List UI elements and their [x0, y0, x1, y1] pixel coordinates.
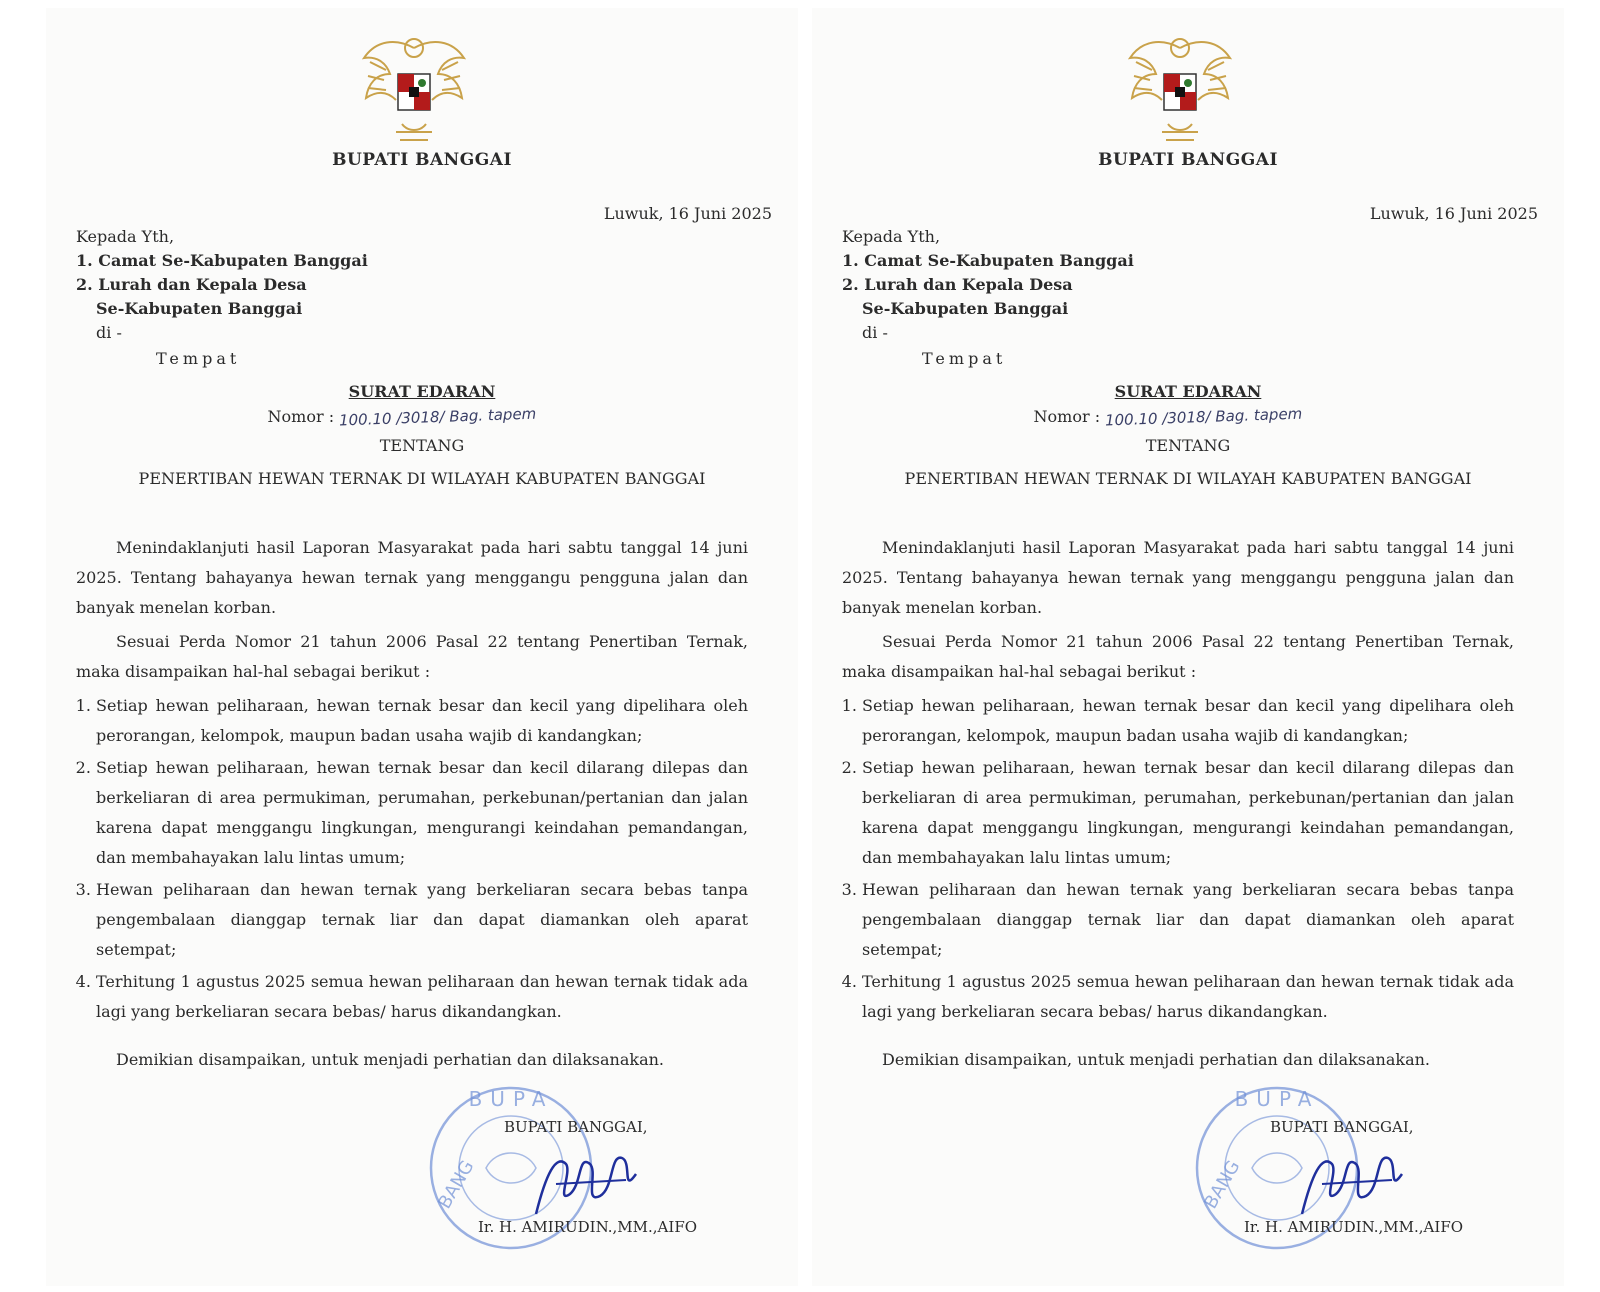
- paragraph-2: Sesuai Perda Nomor 21 tahun 2006 Pasal 22 tentang Penertiban Ternak, maka disampaikan hal-hal sebagai berikut :: [76, 632, 748, 681]
- nomor-label: Nomor :: [1033, 407, 1101, 426]
- tentang-label: TENTANG: [379, 436, 465, 455]
- addressee-place: Tempat: [156, 349, 241, 368]
- addressee-di: di -: [96, 323, 122, 342]
- addressee-block: [842, 225, 1134, 371]
- letter-number: [792, 404, 1544, 430]
- paragraph-1: Menindaklanjuti hasil Laporan Masyarakat pada hari sabtu tanggal 14 juni 2025. Tentang bahayanya hewan ternak yang menggangu pengguna jalan dan banyak menelan korban.: [842, 538, 1514, 617]
- points-list: [76, 691, 748, 1027]
- garuda-emblem-icon: [1122, 28, 1238, 148]
- closing-paragraph: Demikian disampaikan, untuk menjadi perhatian dan dilaksanakan.: [116, 1050, 665, 1069]
- signature-name: Ir. H. AMIRUDIN.,MM.,AIFO: [478, 1218, 698, 1236]
- addressee-item-2-cont: Se-Kabupaten Banggai: [96, 299, 303, 318]
- letter-subject: PENERTIBAN HEWAN TERNAK DI WILAYAH KABUPATEN BANGGAI: [904, 469, 1472, 488]
- addressee-greeting: Kepada Yth,: [842, 227, 941, 246]
- addressee-greeting: Kepada Yth,: [76, 227, 175, 246]
- garuda-emblem-icon: [356, 28, 472, 148]
- list-item: 1. Setiap hewan peliharaan, hewan ternak besar dan kecil yang dipelihara oleh perorangan, kelompok, maupun badan usaha wajib di kandangkan;: [862, 691, 1514, 751]
- letter-heading: SURAT EDARAN: [348, 382, 496, 401]
- letter-page-left: [46, 8, 798, 1286]
- paragraph-1: Menindaklanjuti hasil Laporan Masyarakat pada hari sabtu tanggal 14 juni 2025. Tentang bahayanya hewan ternak yang menggangu pengguna jalan dan banyak menelan korban.: [76, 538, 748, 617]
- addressee-item-2: 2. Lurah dan Kepala Desa: [842, 275, 1073, 294]
- list-item: 3. Hewan peliharaan dan hewan ternak yang berkeliaran secara bebas tanpa pengembalaan dianggap ternak liar dan dapat diamankan oleh aparat setempat;: [96, 875, 748, 965]
- list-item: 1. Setiap hewan peliharaan, hewan ternak besar dan kecil yang dipelihara oleh perorangan, kelompok, maupun badan usaha wajib di kandangkan;: [96, 691, 748, 751]
- letter-subject: PENERTIBAN HEWAN TERNAK DI WILAYAH KABUPATEN BANGGAI: [138, 469, 706, 488]
- letter-number: [26, 404, 778, 430]
- signature-title: BUPATI BANGGAI,: [1270, 1118, 1414, 1136]
- letter-heading: SURAT EDARAN: [1114, 382, 1262, 401]
- list-item: 4. Terhitung 1 agustus 2025 semua hewan peliharaan dan hewan ternak tidak ada lagi yang berkeliaran secara bebas/ harus dikandangkan.: [96, 967, 748, 1027]
- signature-icon: [1292, 1134, 1412, 1224]
- list-item: 2. Setiap hewan peliharaan, hewan ternak besar dan kecil dilarang dilepas dan berkeliaran di area permukiman, perumahan, perkebunan/pertanian dan jalan karena dapat menggangu lingkungan, mengurangi keindahan pemandangan, dan membahayakan lalu lintas umum;: [862, 753, 1514, 873]
- letter-body: [842, 533, 1514, 1079]
- letter-page-right: [812, 8, 1564, 1286]
- nomor-label: Nomor :: [267, 407, 335, 426]
- signature-block: [426, 1078, 756, 1278]
- nomor-handwritten: 100.10 /3018/ Bag. tapem: [338, 404, 537, 430]
- addressee-item-1: 1. Camat Se-Kabupaten Banggai: [76, 251, 368, 270]
- list-item: 2. Setiap hewan peliharaan, hewan ternak besar dan kecil dilarang dilepas dan berkeliaran di area permukiman, perumahan, perkebunan/pertanian dan jalan karena dapat menggangu lingkungan, mengurangi keindahan pemandangan, dan membahayakan lalu lintas umum;: [96, 753, 748, 873]
- addressee-place: Tempat: [922, 349, 1007, 368]
- place-date: Luwuk, 16 Juni 2025: [603, 204, 772, 223]
- svg-text:BANG: BANG: [434, 1156, 479, 1213]
- letter-body: [76, 533, 748, 1079]
- nomor-handwritten: 100.10 /3018/ Bag. tapem: [1104, 404, 1303, 430]
- letter-heading-block: [46, 382, 798, 488]
- signature-name: Ir. H. AMIRUDIN.,MM.,AIFO: [1244, 1218, 1464, 1236]
- letter-heading-block: [812, 382, 1564, 488]
- tentang-label: TENTANG: [1145, 436, 1231, 455]
- addressee-block: [76, 225, 368, 371]
- paragraph-2: Sesuai Perda Nomor 21 tahun 2006 Pasal 22 tentang Penertiban Ternak, maka disampaikan hal-hal sebagai berikut :: [842, 632, 1514, 681]
- addressee-di: di -: [862, 323, 888, 342]
- addressee-item-1: 1. Camat Se-Kabupaten Banggai: [842, 251, 1134, 270]
- list-item: 3. Hewan peliharaan dan hewan ternak yang berkeliaran secara bebas tanpa pengembalaan dianggap ternak liar dan dapat diamankan oleh aparat setempat;: [862, 875, 1514, 965]
- svg-text:BANG: BANG: [1200, 1156, 1245, 1213]
- signature-block: [1192, 1078, 1522, 1278]
- letter-title: BUPATI BANGGAI: [1098, 150, 1278, 170]
- list-item: 4. Terhitung 1 agustus 2025 semua hewan peliharaan dan hewan ternak tidak ada lagi yang berkeliaran secara bebas/ harus dikandangkan.: [862, 967, 1514, 1027]
- svg-text:BUPA: BUPA: [1234, 1087, 1320, 1111]
- signature-icon: [526, 1134, 646, 1224]
- closing-paragraph: Demikian disampaikan, untuk menjadi perhatian dan dilaksanakan.: [882, 1050, 1431, 1069]
- points-list: [842, 691, 1514, 1027]
- addressee-item-2-cont: Se-Kabupaten Banggai: [862, 299, 1069, 318]
- letter-title: BUPATI BANGGAI: [332, 150, 512, 170]
- addressee-item-2: 2. Lurah dan Kepala Desa: [76, 275, 307, 294]
- svg-text:BUPA: BUPA: [468, 1087, 554, 1111]
- place-date: Luwuk, 16 Juni 2025: [1369, 204, 1538, 223]
- signature-title: BUPATI BANGGAI,: [504, 1118, 648, 1136]
